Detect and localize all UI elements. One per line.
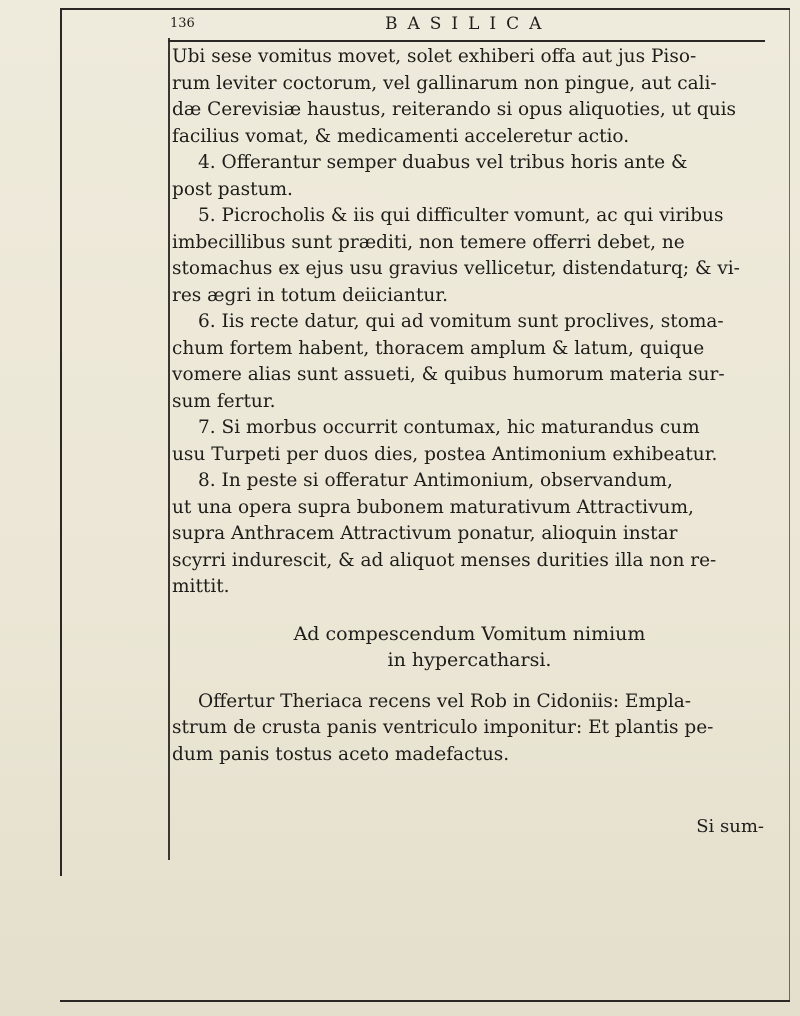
paragraph-7 [172, 415, 767, 468]
text-line: stomachus ex ejus usu gravius vellicetur, distendaturq; & vi- [172, 258, 740, 279]
text-line: 5. Picrocholis & iis qui difficulter vomunt, ac qui viribus [198, 205, 724, 226]
text-line: dum panis tostus aceto madefactus. [172, 743, 510, 765]
left-border-rule [60, 8, 62, 876]
text-line: res ægri in totum deiiciantur. [172, 284, 448, 306]
paragraph-5 [172, 203, 767, 309]
text-line: 4. Offerantur semper duabus vel tribus horis ante & [198, 152, 688, 173]
section-heading [172, 621, 767, 673]
paragraph-final [172, 689, 767, 769]
bottom-border-rule [60, 1000, 790, 1002]
text-line: scyrri indurescit, & ad aliquot menses durities illa non re- [172, 549, 717, 571]
page-number: 136 [170, 16, 195, 31]
body-text [172, 44, 767, 768]
text-line: facilius vomat, & medicamenti acceleretur actio. [172, 125, 630, 147]
text-margin-rule [168, 38, 170, 860]
paragraph-8 [172, 468, 767, 601]
text-line: chum fortem habent, thoracem amplum & latum, quique [172, 337, 705, 359]
text-line: sum fertur. [172, 390, 276, 412]
text-line: post pastum. [172, 178, 293, 200]
text-line: 6. Iis recte datur, qui ad vomitum sunt proclives, stoma- [198, 311, 724, 332]
section-heading-line: Ad compescendum Vomitum nimium [293, 622, 646, 645]
header-rule [168, 40, 765, 42]
right-edge-rule [789, 10, 791, 1000]
text-line: mittit. [172, 576, 230, 597]
text-line: supra Anthracem Attractivum ponatur, alioquin instar [172, 523, 678, 544]
catchword: Si sum- [696, 816, 764, 837]
paragraph-6 [172, 309, 767, 415]
section-heading-line: in hypercatharsi. [387, 648, 552, 671]
text-line: imbecillibus sunt præditi, non temere offerri debet, ne [172, 231, 685, 253]
text-line: strum de crusta panis ventriculo imponitur: Et plantis pe- [172, 717, 714, 738]
text-line: ut una opera supra bubonem maturativum Attractivum, [172, 496, 694, 518]
text-line: Offertur Theriaca recens vel Rob in Cidoniis: Empla- [198, 690, 692, 712]
text-line: 8. In peste si offeratur Antimonium, observandum, [198, 470, 673, 491]
text-line: vomere alias sunt assueti, & quibus humorum materia sur- [172, 364, 725, 385]
running-head: BASILICA [385, 14, 552, 34]
paragraph-4 [172, 150, 767, 203]
text-line: 7. Si morbus occurrit contumax, hic maturandus cum [198, 417, 700, 438]
text-line: dæ Cerevisiæ haustus, reiterando si opus aliquoties, ut quis [172, 99, 737, 120]
text-line: Ubi sese vomitus movet, solet exhiberi offa aut jus Piso- [172, 46, 697, 67]
text-line: usu Turpeti per duos dies, postea Antimonium exhibeatur. [172, 443, 718, 465]
top-border-rule [60, 8, 790, 10]
paragraph-intro [172, 44, 767, 150]
text-line: rum leviter coctorum, vel gallinarum non pingue, aut cali- [172, 72, 717, 94]
